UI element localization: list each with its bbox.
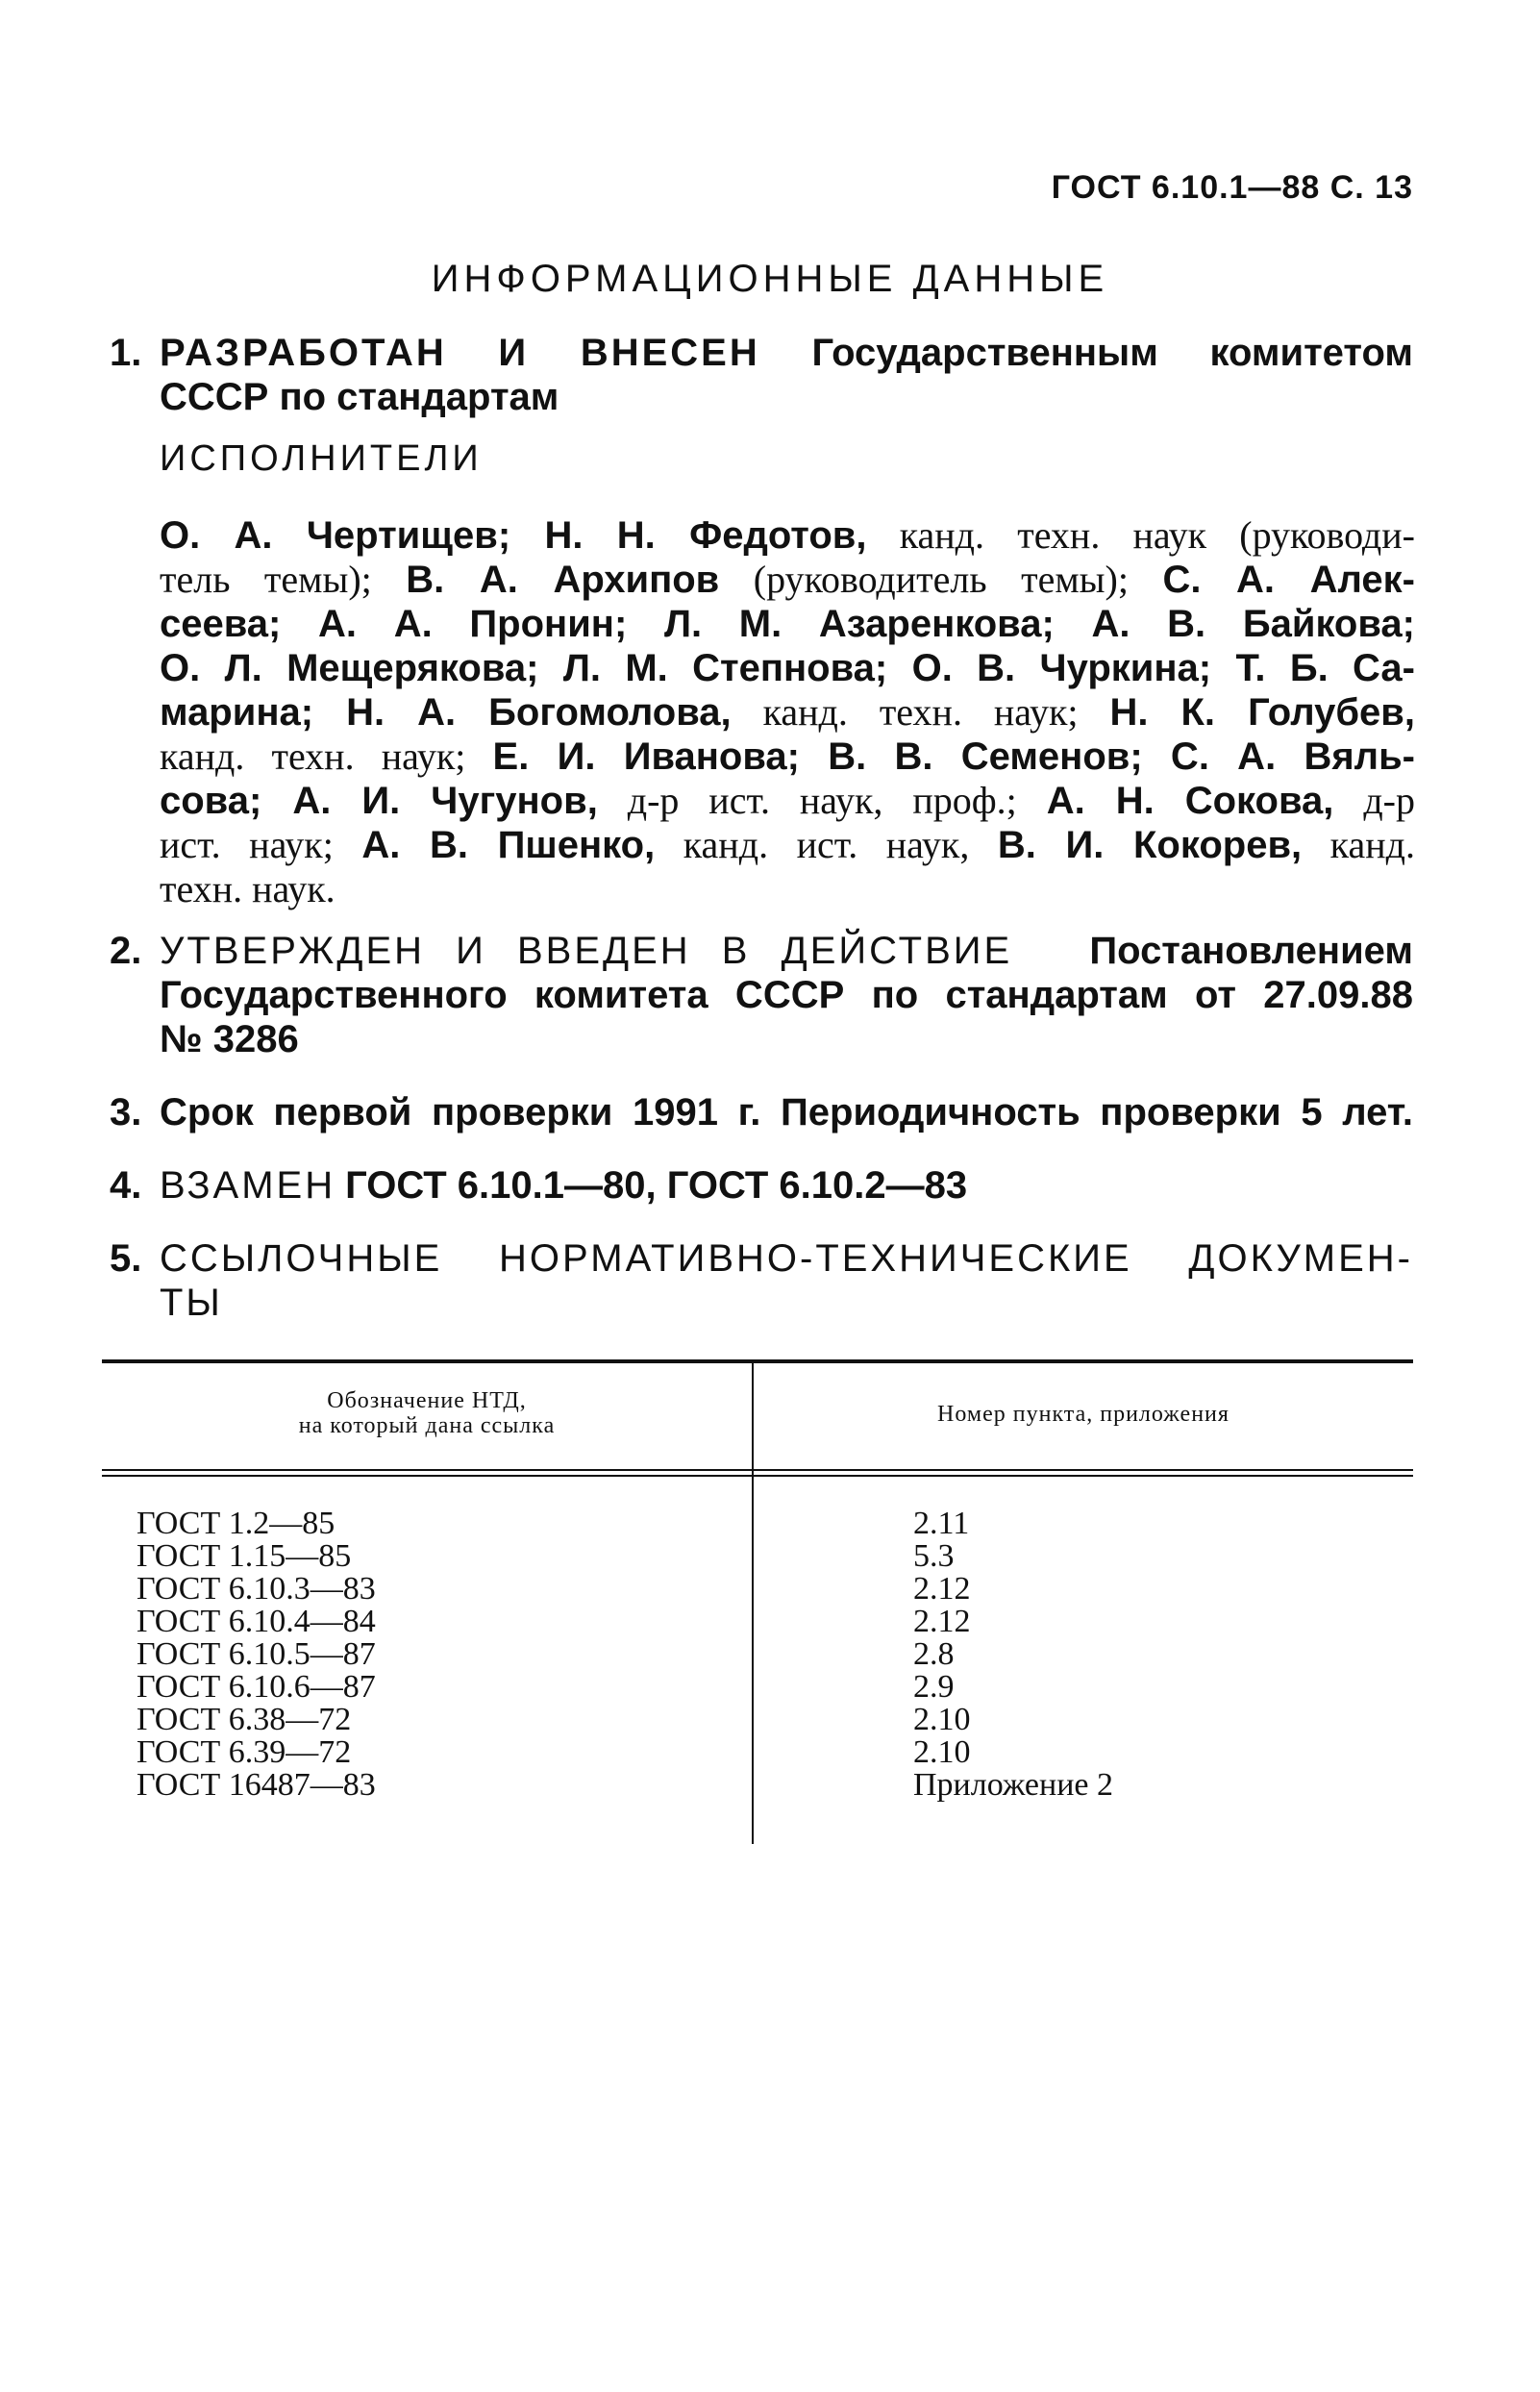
table-header-line: на который дана ссылка xyxy=(298,1413,556,1438)
table-cell-designation: ГОСТ 6.10.3—83 xyxy=(137,1571,376,1607)
designation-column xyxy=(137,1507,376,1802)
performers-text: В. И. Кокорев, xyxy=(997,824,1303,866)
table-top-rule xyxy=(102,1359,1413,1363)
performers-text: О. А. Чертищев; Н. Н. Федотов, xyxy=(160,514,867,557)
item-number: 1. xyxy=(110,332,142,374)
table-cell-designation: ГОСТ 6.39—72 xyxy=(137,1734,352,1770)
performers-line xyxy=(160,690,1415,735)
item-number: 3. xyxy=(110,1091,142,1134)
table-cell-designation: ГОСТ 16487—83 xyxy=(137,1767,376,1803)
performers-line xyxy=(160,823,1415,867)
performers-text: канд. техн. наук; xyxy=(731,690,1110,734)
page-header: ГОСТ 6.10.1—88 С. 13 xyxy=(1051,169,1413,206)
performers-text: В. А. Архипов xyxy=(406,559,720,601)
table-cell-point: 2.12 xyxy=(913,1604,971,1639)
performers-line xyxy=(160,602,1415,646)
performers-text: тель темы); xyxy=(160,558,407,601)
table-header-point: Номер пункта, приложения xyxy=(937,1402,1230,1427)
item-4 xyxy=(110,1163,1413,1208)
item-1-heading-word: ВНЕСЕН xyxy=(580,332,760,374)
item-2-line-3: № 3286 xyxy=(160,1018,299,1060)
performers-text: сеева; А. А. Пронин; Л. М. Азаренкова; А. В. Байкова; xyxy=(160,603,1415,645)
performers-text: д-р ист. наук, проф.; xyxy=(597,779,1047,822)
item-number: 4. xyxy=(110,1164,142,1207)
performers-list xyxy=(160,513,1415,911)
item-2 xyxy=(110,929,1413,1061)
reference-table xyxy=(102,1359,1413,1844)
item-5 xyxy=(110,1236,1413,1325)
table-cell-point: 2.8 xyxy=(913,1636,955,1672)
performers-text: канд. техн. наук; xyxy=(160,735,493,778)
point-column xyxy=(913,1507,1113,1802)
table-column-divider xyxy=(752,1363,754,1844)
item-3 xyxy=(110,1090,1413,1134)
table-cell-designation: ГОСТ 6.10.4—84 xyxy=(137,1604,376,1639)
table-cell-point: Приложение 2 xyxy=(913,1767,1113,1803)
performers-text: А. Н. Сокова, xyxy=(1046,780,1334,822)
item-1-line-2: СССР по стандартам xyxy=(160,376,559,418)
performers-line xyxy=(160,513,1415,558)
item-number: 2. xyxy=(110,930,142,972)
performers-text: канд. ист. наук, xyxy=(655,823,998,866)
performers-text: д-р xyxy=(1333,779,1415,822)
table-cell-point: 5.3 xyxy=(913,1538,955,1574)
table-cell-designation: ГОСТ 1.2—85 xyxy=(137,1506,335,1541)
performers-text: С. А. Алек- xyxy=(1162,559,1415,601)
table-cell-point: 2.10 xyxy=(913,1702,971,1737)
item-1-text-word: Государственным xyxy=(811,332,1158,374)
item-1 xyxy=(110,331,1413,419)
performers-heading: ИСПОЛНИТЕЛИ xyxy=(160,438,483,479)
performers-text: Н. К. Голубев, xyxy=(1109,691,1415,734)
item-4-heading: ВЗАМЕН xyxy=(160,1164,336,1207)
item-number: 5. xyxy=(110,1237,142,1280)
table-cell-designation: ГОСТ 6.10.6—87 xyxy=(137,1669,376,1705)
item-5-heading-line-1: ССЫЛОЧНЫЕ НОРМАТИВНО-ТЕХНИЧЕСКИЕ ДОКУМЕН- xyxy=(160,1237,1413,1280)
item-1-text-word: комитетом xyxy=(1209,332,1413,374)
table-header-rule xyxy=(102,1469,1413,1477)
item-2-text: Постановлением xyxy=(1089,930,1413,972)
item-1-heading-word: И xyxy=(498,332,530,374)
item-5-heading-line-2: ТЫ xyxy=(160,1282,223,1324)
performers-line xyxy=(160,735,1415,779)
table-cell-point: 2.11 xyxy=(913,1506,970,1541)
performers-text: ист. наук; xyxy=(160,823,362,866)
table-cell-point: 2.10 xyxy=(913,1734,971,1770)
table-header-designation xyxy=(102,1388,752,1438)
item-2-heading: УТВЕРЖДЕН И ВВЕДЕН В ДЕЙСТВИЕ xyxy=(160,930,1013,972)
performers-text: канд. xyxy=(1302,823,1415,866)
table-cell-point: 2.9 xyxy=(913,1669,955,1705)
performers-text: Е. И. Иванова; В. В. Семенов; С. А. Вяль- xyxy=(492,735,1415,778)
performers-text: О. Л. Мещерякова; Л. М. Степнова; О. В. Чуркина; Т. Б. Са- xyxy=(160,647,1415,689)
performers-text: (руководитель темы); xyxy=(719,558,1163,601)
performers-text: сова; А. И. Чугунов, xyxy=(160,780,598,822)
performers-text: техн. наук. xyxy=(160,867,335,910)
performers-line xyxy=(160,646,1415,690)
performers-line xyxy=(160,558,1415,602)
item-4-text: ГОСТ 6.10.1—80, ГОСТ 6.10.2—83 xyxy=(345,1164,968,1207)
performers-text: марина; Н. А. Богомолова, xyxy=(160,691,732,734)
performers-text: А. В. Пшенко, xyxy=(361,824,656,866)
item-3-text: Срок первой проверки 1991 г. Периодичность проверки 5 лет. xyxy=(160,1091,1413,1134)
item-2-line-2: Государственного комитета СССР по стандартам от 27.09.88 xyxy=(160,974,1413,1016)
table-cell-designation: ГОСТ 6.38—72 xyxy=(137,1702,352,1737)
section-title: ИНФОРМАЦИОННЫЕ ДАННЫЕ xyxy=(431,258,1109,300)
table-cell-point: 2.12 xyxy=(913,1571,971,1607)
table-cell-designation: ГОСТ 6.10.5—87 xyxy=(137,1636,376,1672)
table-header-line: Обозначение НТД, xyxy=(327,1388,527,1413)
item-1-heading-word: РАЗРАБОТАН xyxy=(160,332,447,374)
table-cell-designation: ГОСТ 1.15—85 xyxy=(137,1538,352,1574)
performers-text: канд. техн. наук (руководи- xyxy=(866,513,1415,557)
performers-line xyxy=(160,867,1415,911)
performers-line xyxy=(160,779,1415,823)
